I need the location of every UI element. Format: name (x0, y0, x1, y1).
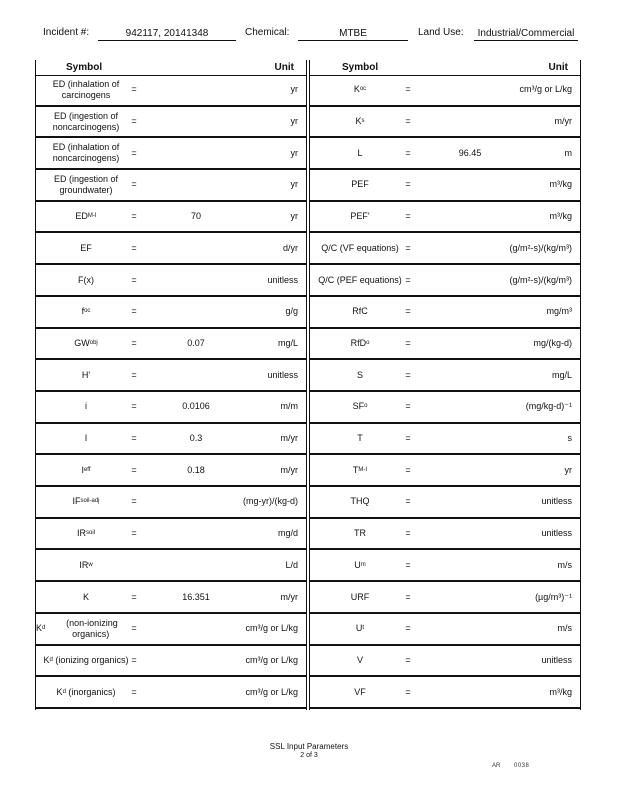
unit-cell: mg/(kg-d) (533, 337, 572, 348)
symbol-cell (310, 138, 410, 168)
unit-cell: unitless (267, 274, 298, 285)
symbol-text: i (85, 401, 87, 412)
right-table-row (310, 424, 580, 456)
equals-sign: = (405, 84, 411, 95)
symbol-cell (310, 677, 410, 707)
unit-cell: (g/m²-s)/(kg/m³) (509, 242, 572, 253)
symbol-text: PEF' (350, 211, 370, 222)
left-table-row (36, 170, 306, 202)
symbol-subscript: eff (83, 466, 91, 473)
left-table-row (36, 487, 306, 519)
right-table-row (310, 646, 580, 678)
left-table-row (36, 582, 306, 614)
symbol-cell (36, 360, 136, 390)
symbol-text: T (352, 464, 359, 475)
symbol-cell (36, 487, 136, 517)
symbol-text: Q/C (VF equations) (321, 242, 399, 253)
symbol-text: K (56, 686, 63, 697)
right-table-header (310, 60, 580, 76)
equals-sign: = (405, 623, 411, 634)
symbol-cell (36, 297, 136, 327)
footer-page: 2 of 3 (300, 752, 318, 759)
left-table-row (36, 297, 306, 329)
unit-cell: yr (290, 84, 298, 95)
right-table-row (310, 265, 580, 297)
equals-sign: = (405, 591, 411, 602)
right-table-row (310, 138, 580, 170)
right-table-row (310, 551, 580, 583)
symbol-subscript: t (362, 625, 365, 632)
left-parameter-table (35, 60, 307, 710)
right-table-row (310, 75, 580, 107)
incident-value: 942117, 20141348 (98, 27, 236, 41)
value-cell: 16.351 (182, 591, 210, 602)
unit-cell: yr (290, 147, 298, 158)
unit-cell: (g/m²-s)/(kg/m³) (509, 274, 572, 285)
symbol-text: ED (75, 211, 88, 222)
equals-sign: = (131, 179, 137, 190)
left-table-row (36, 234, 306, 266)
equals-sign: = (131, 686, 137, 697)
right-table-row (310, 329, 580, 361)
symbol-cell (36, 519, 136, 549)
unit-cell: m³/kg (549, 686, 572, 697)
equals-sign: = (405, 211, 411, 222)
equals-sign: = (131, 337, 137, 348)
equals-sign: = (131, 211, 137, 222)
equals-sign (124, 551, 144, 581)
equals-sign: = (405, 179, 411, 190)
equals-sign: = (405, 559, 411, 570)
right-table-row (310, 519, 580, 551)
left-table-row (36, 614, 306, 646)
chemical-label: Chemical: (245, 27, 290, 38)
symbol-text: f (81, 306, 85, 317)
symbol-subscript: o (366, 339, 370, 346)
symbol-subscript: d (42, 625, 46, 632)
equals-sign: = (405, 528, 411, 539)
right-table-row (310, 202, 580, 234)
symbol-cell (36, 614, 136, 644)
symbol-qualifier: (non-ionizing organics) (63, 617, 121, 639)
symbol-text: K (43, 654, 50, 665)
equals-sign: = (131, 116, 137, 127)
symbol-cell (310, 329, 410, 359)
unit-cell: m³/kg (549, 211, 572, 222)
equals-sign: = (405, 116, 411, 127)
symbol-subscript: w (88, 561, 93, 568)
equals-sign: = (131, 496, 137, 507)
equals-sign: = (131, 84, 137, 95)
unit-cell: L/d (285, 559, 298, 570)
equals-sign: = (405, 464, 411, 475)
left-unit-header: Unit (274, 62, 294, 73)
symbol-cell (36, 138, 136, 168)
unit-cell: unitless (541, 528, 572, 539)
right-table-row (310, 107, 580, 139)
unit-cell: m/m (280, 401, 298, 412)
right-table-row (310, 582, 580, 614)
equals-sign: = (405, 654, 411, 665)
symbol-cell (310, 582, 410, 612)
symbol-subscript: obj (89, 339, 98, 346)
symbol-cell (310, 455, 410, 485)
right-parameter-table (309, 60, 581, 710)
symbol-text: S (356, 369, 363, 380)
symbol-subscript: o (364, 403, 368, 410)
equals-sign: = (131, 591, 137, 602)
right-table-row (310, 614, 580, 646)
symbol-subscript: soil-adj (80, 498, 100, 505)
symbol-cell (36, 582, 136, 612)
unit-cell: unitless (267, 369, 298, 380)
symbol-cell (310, 234, 410, 264)
equals-sign: = (405, 433, 411, 444)
unit-cell: m (564, 147, 572, 158)
unit-cell: (µg/m³)⁻¹ (535, 591, 572, 602)
symbol-text: ED (ingestion of groundwater) (53, 173, 119, 195)
symbol-cell (36, 234, 136, 264)
equals-sign: = (131, 464, 137, 475)
unit-cell: unitless (541, 654, 572, 665)
symbol-cell (36, 75, 136, 105)
symbol-qualifier: (inorganics) (65, 686, 116, 697)
symbol-subscript: m (360, 561, 366, 568)
symbol-text: K (82, 591, 89, 602)
unit-cell: m/yr (280, 433, 298, 444)
unit-cell: cm³/g or L/kg (245, 686, 298, 697)
symbol-cell (36, 202, 136, 232)
symbol-cell (310, 646, 410, 676)
symbol-text: V (356, 654, 363, 665)
right-symbol-header: Symbol (342, 62, 379, 73)
symbol-cell (310, 360, 410, 390)
equals-sign: = (131, 401, 137, 412)
equals-sign: = (131, 433, 137, 444)
unit-cell: d/yr (282, 242, 298, 253)
symbol-subscript: soil (85, 530, 95, 537)
symbol-cell (36, 455, 136, 485)
symbol-cell (310, 107, 410, 137)
equals-sign: = (405, 147, 411, 158)
unit-cell: yr (290, 116, 298, 127)
unit-cell: mg/L (551, 369, 572, 380)
equals-sign: = (405, 242, 411, 253)
symbol-text: U (354, 559, 361, 570)
symbol-cell (310, 75, 410, 105)
symbol-text: TR (354, 528, 366, 539)
right-table-row (310, 234, 580, 266)
unit-cell: yr (290, 179, 298, 190)
symbol-cell (36, 265, 136, 295)
symbol-text: IR (79, 559, 89, 570)
symbol-cell (310, 424, 410, 454)
symbol-subscript: d (62, 688, 66, 695)
right-table-row (310, 455, 580, 487)
symbol-cell (36, 329, 136, 359)
right-table-row (310, 392, 580, 424)
symbol-text: URF (350, 591, 370, 602)
symbol-text: I (84, 433, 88, 444)
symbol-cell (310, 487, 410, 517)
symbol-cell (36, 677, 136, 707)
incident-label: Incident #: (43, 27, 90, 38)
unit-cell: mg/L (277, 337, 298, 348)
symbol-text: I (81, 464, 84, 475)
symbol-text: SF (352, 401, 365, 412)
value-cell: 96.45 (458, 147, 482, 158)
unit-cell: (mg/kg-d)⁻¹ (525, 401, 572, 412)
symbol-text: Q/C (PEF equations) (318, 274, 402, 285)
symbol-text: GW (74, 337, 90, 348)
symbol-text: F(x) (78, 274, 94, 285)
symbol-cell (36, 392, 136, 422)
symbol-subscript: oc (359, 86, 367, 93)
left-table-row (36, 75, 306, 107)
symbol-text: T (357, 433, 363, 444)
value-cell: 0.18 (187, 464, 205, 475)
unit-cell: cm³/g or L/kg (245, 623, 298, 634)
unit-cell: g/g (285, 306, 298, 317)
symbol-subscript: oc (84, 308, 91, 315)
symbol-text: IR (76, 528, 86, 539)
land-use-label: Land Use: (418, 27, 464, 38)
value-cell: 0.0106 (182, 401, 210, 412)
left-table-row (36, 455, 306, 487)
symbol-cell (310, 170, 410, 200)
symbol-cell (36, 646, 136, 676)
chemical-value: MTBE (298, 27, 408, 41)
symbol-cell (310, 392, 410, 422)
symbol-cell (310, 519, 410, 549)
land-use-value: Industrial/Commercial (474, 27, 578, 41)
symbol-cell (310, 265, 410, 295)
left-table-row (36, 329, 306, 361)
symbol-text: THQ (350, 496, 370, 507)
symbol-text: U (355, 623, 363, 634)
equals-sign: = (131, 306, 137, 317)
left-table-row (36, 677, 306, 709)
right-table-row (310, 487, 580, 519)
right-table-row (310, 360, 580, 392)
symbol-cell (310, 202, 410, 232)
unit-cell: m/s (557, 559, 572, 570)
symbol-text: K (353, 84, 360, 95)
symbol-text: K (36, 623, 43, 634)
unit-cell: m/s (557, 623, 572, 634)
left-table-row (36, 202, 306, 234)
symbol-cell (36, 424, 136, 454)
bates-stamp: 0038 (514, 763, 530, 769)
equals-sign: = (405, 369, 411, 380)
unit-cell: s (567, 433, 572, 444)
unit-cell: yr (290, 211, 298, 222)
equals-sign: = (131, 623, 137, 634)
symbol-cell (310, 551, 410, 581)
value-cell: 70 (190, 211, 201, 222)
symbol-text: RfD (350, 337, 367, 348)
symbol-text: IF (72, 496, 81, 507)
symbol-subscript: M-I (358, 466, 368, 473)
left-symbol-header: Symbol (66, 62, 103, 73)
equals-sign: = (405, 686, 411, 697)
symbol-text: RfC (352, 306, 368, 317)
unit-cell: mg/d (277, 528, 298, 539)
symbol-text: ED (inhalation of carcinogens (52, 78, 120, 100)
left-table-header (36, 60, 306, 76)
symbol-text: VF (354, 686, 366, 697)
right-unit-header: Unit (548, 62, 568, 73)
unit-cell: mg/m³ (546, 306, 572, 317)
symbol-text: ED (inhalation of noncarcinogens) (52, 142, 120, 164)
symbol-cell (36, 170, 136, 200)
symbol-text: EF (80, 242, 92, 253)
equals-sign: = (405, 274, 411, 285)
equals-sign: = (405, 337, 411, 348)
left-table-row (36, 138, 306, 170)
ar-label: AR (492, 763, 501, 769)
symbol-subscript: s (361, 118, 365, 125)
symbol-subscript: M-I (87, 213, 97, 220)
left-table-row (36, 107, 306, 139)
unit-cell: cm³/g or L/kg (519, 84, 572, 95)
symbol-cell (36, 107, 136, 137)
left-table-row (36, 551, 306, 583)
equals-sign: = (131, 654, 137, 665)
unit-cell: (mg-yr)/(kg-d) (243, 496, 298, 507)
symbol-subscript: d (49, 656, 53, 663)
equals-sign: = (131, 242, 137, 253)
left-table-row (36, 519, 306, 551)
symbol-text: H' (81, 369, 91, 380)
right-table-row (310, 677, 580, 709)
left-table-row (36, 265, 306, 297)
unit-cell: unitless (541, 496, 572, 507)
unit-cell: m³/kg (549, 179, 572, 190)
symbol-text: K (355, 116, 362, 127)
right-table-row (310, 297, 580, 329)
unit-cell: m/yr (554, 116, 572, 127)
footer-title: SSL Input Parameters (269, 742, 349, 751)
equals-sign: = (131, 528, 137, 539)
equals-sign: = (405, 496, 411, 507)
left-table-row (36, 646, 306, 678)
symbol-cell (310, 297, 410, 327)
equals-sign: = (405, 401, 411, 412)
symbol-qualifier: (ionizing organics) (52, 654, 129, 665)
value-cell: 0.07 (187, 337, 205, 348)
equals-sign: = (131, 147, 137, 158)
symbol-text: PEF (351, 179, 369, 190)
equals-sign: = (405, 306, 411, 317)
left-table-row (36, 392, 306, 424)
left-table-row (36, 424, 306, 456)
symbol-text: L (357, 147, 363, 158)
unit-cell: m/yr (280, 591, 298, 602)
symbol-cell (36, 551, 136, 581)
value-cell: 0.3 (189, 433, 203, 444)
equals-sign: = (131, 274, 137, 285)
right-table-row (310, 170, 580, 202)
unit-cell: m/yr (280, 464, 298, 475)
unit-cell: cm³/g or L/kg (245, 654, 298, 665)
unit-cell: yr (564, 464, 572, 475)
symbol-cell (310, 614, 410, 644)
equals-sign: = (131, 369, 137, 380)
left-table-row (36, 360, 306, 392)
symbol-text: ED (ingestion of noncarcinogens) (52, 110, 120, 132)
